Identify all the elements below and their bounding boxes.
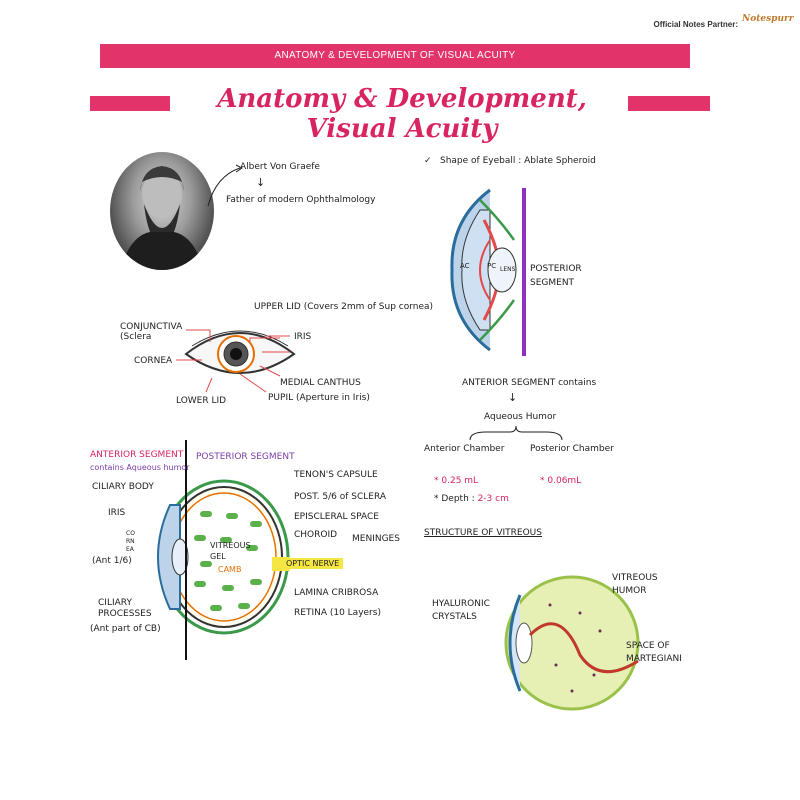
page-title: Anatomy & Development, Visual Acuity [217,84,587,144]
cornea-label: CORNEA [134,356,173,366]
upper-lid-label: UPPER LID (Covers 2mm of Sup cornea) [254,302,434,312]
cs-anterior-sub: contains Aqueous humor [90,463,190,472]
ac-volume: * 0.25 mL [434,476,479,486]
iris-label: IRIS [294,332,312,342]
eyeball-ac-label: AC [460,262,470,270]
partner-badge [653,14,794,34]
cs-tenons: TENON'S CAPSULE [294,470,378,480]
eyeball-anterior-diagram [440,180,540,360]
cs-post-sclera: POST. 5/6 of SCLERA [294,492,386,502]
cs-episcleral: EPISCLERAL SPACE [294,512,379,522]
cs-lamina: LAMINA CRIBROSA [294,588,379,598]
cs-anterior-heading: ANTERIOR SEGMENT [90,450,184,460]
eyeball-check-icon: ✓ [424,156,432,166]
cs-ant-fraction: (Ant 1/6) [92,556,132,566]
graefe-role: Father of modern Ophthalmology [226,195,376,205]
graefe-arrow: ↓ [256,176,266,189]
eyeball-pc-label: PC [487,262,497,270]
hyaluronic-label: HYALURONIC CRYSTALS [432,599,490,622]
ac-depth: * Depth : 2-3 cm [434,494,509,504]
conjunctiva-label: CONJUNCTIVA (Sclera [120,322,183,342]
cs-choroid: CHOROID [294,530,338,540]
medial-canthus-label: MEDIAL CANTHUS [280,378,361,388]
lower-lid-label: LOWER LID [176,396,227,406]
cs-optic-nerve: OPTIC NERVE [282,558,343,569]
eyeball-shape: Shape of Eyeball : Ablate Spheroid [440,156,596,166]
posterior-segment-label: POSTERIOR SEGMENT [530,264,582,288]
cs-cornea-vertical: CORNEA [126,530,135,553]
vitreous-humor-label: VITREOUS HUMOR [612,573,658,596]
cs-vitreous-gel: VITREOUS GEL [210,541,251,561]
title-bar-left [90,96,170,111]
portrait-image [110,152,214,270]
cs-meninges: MENINGES [352,534,400,544]
pc-volume: * 0.06mL [540,476,582,486]
vitreous-heading: STRUCTURE OF VITREOUS [424,528,542,538]
graefe-pointer-arrow [204,160,248,210]
cs-ciliary-processes: CILIARY PROCESSES [98,598,152,619]
space-martegiani-label: SPACE OF MARTEGIANI [626,641,682,664]
anterior-chamber: Anterior Chamber [424,444,505,454]
cs-retina: RETINA (10 Layers) [294,608,381,618]
partner-logo: Notespurr [742,14,794,24]
pupil-label: PUPIL (Aperture in Iris) [268,393,370,403]
graefe-name: Albert Von Graefe [240,162,320,172]
anterior-segment-arrow: ↓ [508,391,518,404]
eyeball-lens-label: LENS [500,266,516,273]
cs-iris: IRIS [108,508,126,518]
cs-posterior-heading: POSTERIOR SEGMENT [196,452,295,462]
header-band: ANATOMY & DEVELOPMENT OF VISUAL ACUITY [100,44,690,68]
cs-ciliary-body: CILIARY BODY [92,482,154,492]
cs-ciliary-processes-note: (Ant part of CB) [90,624,161,634]
cs-camb: CAMB [218,565,242,574]
partner-label: Official Notes Partner: [653,19,738,29]
aqueous-brace [466,424,566,444]
anterior-segment-heading: ANTERIOR SEGMENT contains [462,378,597,388]
title-bar-right [628,96,710,111]
posterior-chamber: Posterior Chamber [530,444,614,454]
external-eye-leader-lines [150,312,350,402]
aqueous-humor: Aqueous Humor [484,412,557,422]
segment-divider-line [184,440,188,660]
